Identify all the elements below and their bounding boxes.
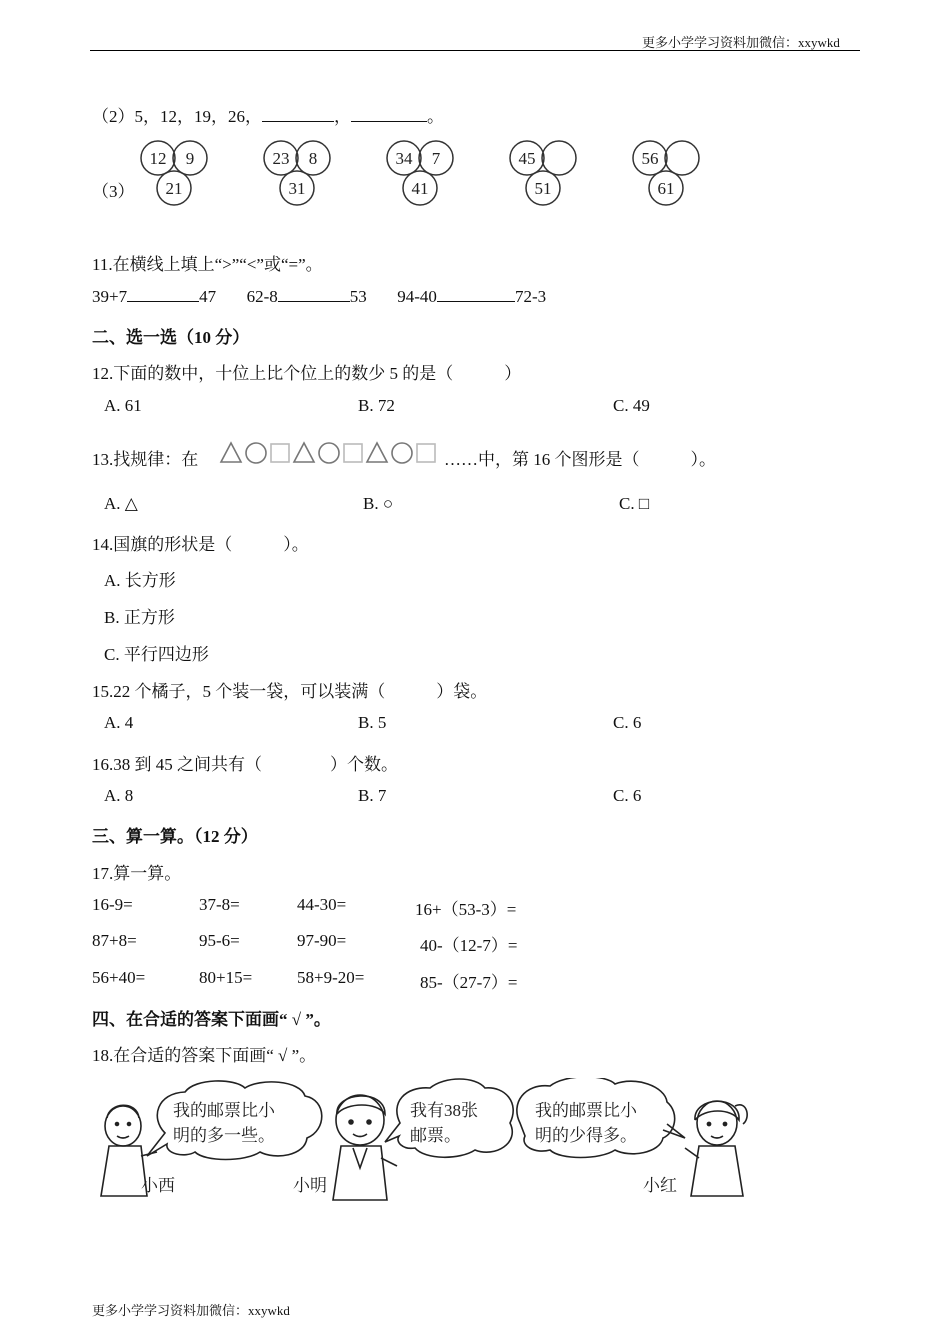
q11-left: 62-8 xyxy=(246,287,278,306)
q11-left: 94-40 xyxy=(397,287,437,306)
square-icon xyxy=(344,444,362,462)
circle-number: 8 xyxy=(308,149,318,168)
triangle-icon xyxy=(294,443,314,462)
circle-top-right[interactable] xyxy=(665,141,699,175)
answer-blank[interactable] xyxy=(437,287,515,302)
circle-number: 23 xyxy=(272,149,290,168)
q12-title: 12.下面的数中，十位上比个位上的数少 5 的是（ ） xyxy=(92,364,522,383)
character-name: 小红 xyxy=(643,1176,677,1195)
calc-item: 85-（27-7）= xyxy=(420,973,518,992)
section-3-title: 三、算一算。（12 分） xyxy=(92,827,258,846)
q15-title: 15.22 个橘子，5 个装一袋，可以装满（ ）袋。 xyxy=(92,682,488,701)
q15-option-c[interactable]: C. 6 xyxy=(613,713,642,732)
circle-number: 31 xyxy=(288,179,306,198)
q14-option-a[interactable]: A. 长方形 xyxy=(104,571,176,590)
answer-blank[interactable] xyxy=(262,107,334,122)
q13-option-c[interactable]: C. □ xyxy=(619,494,650,513)
calc-item: 97-90= xyxy=(297,931,347,950)
q18-title: 18.在合适的答案下面画“ √ ”。 xyxy=(92,1046,317,1065)
calc-item: 16-9= xyxy=(92,895,133,914)
q10-2-line xyxy=(92,102,444,127)
circle-number: 9 xyxy=(185,149,195,168)
q11-title: 11.在横线上填上“>”“<”或“=”。 xyxy=(92,255,323,274)
triangle-icon xyxy=(221,443,241,462)
footer-note: 更多小学学习资料加微信：xxywkd xyxy=(92,1303,290,1318)
q14-option-b[interactable]: B. 正方形 xyxy=(104,608,175,627)
circle-number: 45 xyxy=(518,149,536,168)
q16-option-a[interactable]: A. 8 xyxy=(104,786,134,805)
bubble-text: 我的邮票比小 xyxy=(173,1101,275,1120)
circle-group xyxy=(387,141,453,205)
circle-icon xyxy=(246,443,266,463)
character-name: 小明 xyxy=(293,1176,327,1195)
bubble-text: 我的邮票比小 xyxy=(535,1101,637,1120)
circle-number: 34 xyxy=(395,149,413,168)
circle-number: 51 xyxy=(534,179,552,198)
q14-title: 14.国旗的形状是（ ）。 xyxy=(92,535,309,554)
q11-right: 47 xyxy=(199,287,217,306)
q15-option-b[interactable]: B. 5 xyxy=(358,713,387,732)
girl-xiaohong-figure xyxy=(685,1101,747,1196)
q13-prefix: 13.找规律：在 xyxy=(92,450,199,469)
bubble-text: 明的少得多。 xyxy=(535,1126,637,1145)
q10-2-label: （2）5，12，19，26， xyxy=(92,107,262,126)
circle-number: 21 xyxy=(165,179,183,198)
character-name: 小西 xyxy=(141,1176,175,1195)
speech-bubble xyxy=(147,1081,322,1160)
bubble-text: 明的多一些。 xyxy=(173,1126,275,1145)
q10-2-sep: ， xyxy=(334,107,351,126)
answer-blank[interactable] xyxy=(127,287,199,302)
section-2-title: 二、选一选（10 分） xyxy=(92,328,250,347)
circle-number: 61 xyxy=(657,179,675,198)
calc-item: 80+15= xyxy=(199,968,253,987)
square-icon xyxy=(417,444,435,462)
header-rule xyxy=(90,50,860,51)
calc-item: 58+9-20= xyxy=(297,968,365,987)
q17-title: 17.算一算。 xyxy=(92,864,182,883)
square-icon xyxy=(271,444,289,462)
q13-option-b[interactable]: B. ○ xyxy=(363,494,394,513)
circle-group xyxy=(264,141,330,205)
circle-group xyxy=(510,141,576,205)
calc-item: 44-30= xyxy=(297,895,347,914)
circle-icon xyxy=(392,443,412,463)
circle-group xyxy=(141,141,207,205)
q10-2-end: 。 xyxy=(427,107,444,126)
q12-option-b[interactable]: B. 72 xyxy=(358,396,395,415)
calc-item: 40-（12-7）= xyxy=(420,936,518,955)
calc-item: 16+（53-3）= xyxy=(415,900,517,919)
bubble-text: 邮票。 xyxy=(410,1126,461,1145)
calc-item: 95-6= xyxy=(199,931,240,950)
q18-illustration xyxy=(95,1078,755,1203)
bubble-text: 我有38张 xyxy=(410,1101,478,1120)
q16-option-c[interactable]: C. 6 xyxy=(613,786,642,805)
q12-option-c[interactable]: C. 49 xyxy=(613,396,650,415)
circle-group xyxy=(633,141,699,205)
calc-item: 37-8= xyxy=(199,895,240,914)
answer-blank[interactable] xyxy=(351,107,427,122)
triangle-icon xyxy=(367,443,387,462)
q16-option-b[interactable]: B. 7 xyxy=(358,786,387,805)
circle-number: 12 xyxy=(149,149,167,168)
circle-icon xyxy=(319,443,339,463)
calc-item: 87+8= xyxy=(92,931,137,950)
q11-items xyxy=(92,287,546,307)
q12-option-a[interactable]: A. 61 xyxy=(104,396,142,415)
boy-xiaoming-figure xyxy=(333,1095,397,1200)
q13-suffix: ……中，第 16 个图形是（ ）。 xyxy=(444,450,716,469)
circle-top-right[interactable] xyxy=(542,141,576,175)
calc-item: 56+40= xyxy=(92,968,146,987)
circle-number: 56 xyxy=(641,149,659,168)
q11-right: 53 xyxy=(349,287,367,306)
q11-left: 39+7 xyxy=(92,287,128,306)
section-4-title: 四、在合适的答案下面画“ √ ”。 xyxy=(92,1010,331,1029)
circle-number: 41 xyxy=(411,179,429,198)
q13-option-a[interactable]: A. △ xyxy=(104,494,138,513)
q11-right: 72-3 xyxy=(514,287,547,306)
q10-3-label: （3） xyxy=(92,182,135,201)
q15-option-a[interactable]: A. 4 xyxy=(104,713,134,732)
answer-blank[interactable] xyxy=(278,287,350,302)
circle-groups xyxy=(130,136,720,212)
q16-title: 16.38 到 45 之间共有（ ）个数。 xyxy=(92,755,398,774)
circle-number: 7 xyxy=(431,149,441,168)
q14-option-c[interactable]: C. 平行四边形 xyxy=(104,645,209,664)
shape-sequence xyxy=(218,437,444,467)
header-note: 更多小学学习资料加微信：xxywkd xyxy=(642,35,840,50)
